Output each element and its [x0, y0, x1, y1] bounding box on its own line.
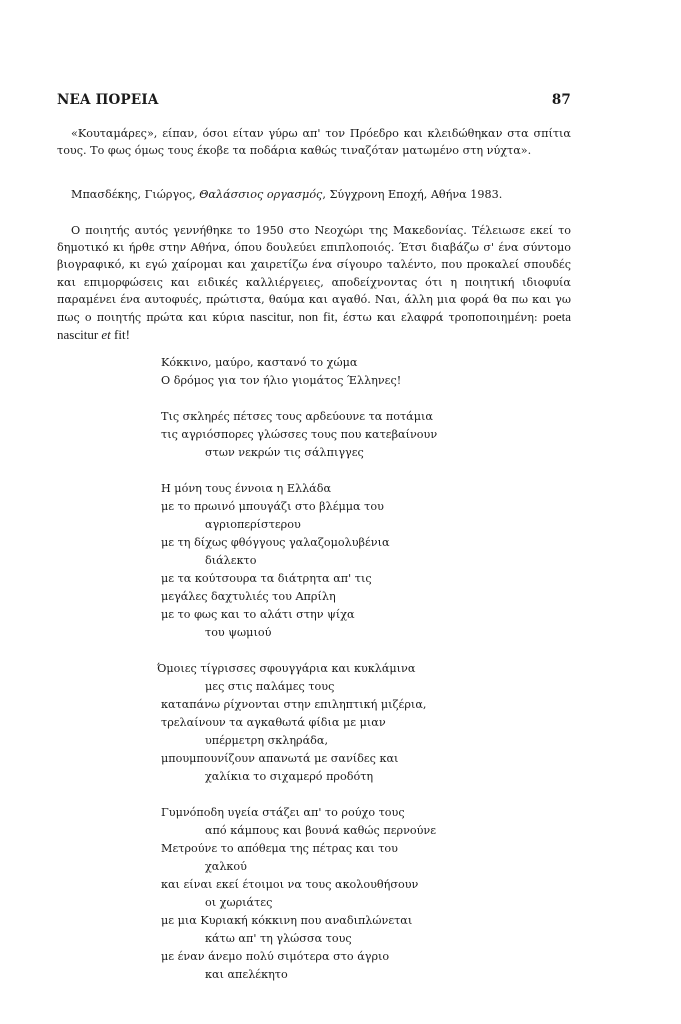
- poem-stanza: [157, 660, 561, 786]
- poem-line: χαλκού: [205, 860, 247, 873]
- poem-line: μεγάλες δαχτυλιές του Απρίλη: [161, 590, 336, 603]
- poem-stanza: [161, 408, 561, 462]
- poem-excerpt: [157, 354, 561, 1002]
- page-header: [57, 92, 571, 108]
- poem-line: Τις σκληρές πέτσες τους αρδεύουνε τα ποτάμια: [161, 410, 433, 423]
- poem-line: από κάμπους και βουνά καθώς περνούνε: [205, 824, 437, 837]
- poem-line: τις αγριόσπορες γλώσσες τους που κατεβαίνουν: [161, 428, 438, 441]
- poem-line: με τα κούτσουρα τα διάτρητα απ' τις: [161, 572, 372, 585]
- poem-line: με το φως και το αλάτι στην ψίχα: [161, 608, 355, 621]
- poem-line: Η μόνη τους έννοια η Ελλάδα: [161, 482, 332, 495]
- poem-line: Όμοιες τίγρισσες σφουγγάρια και κυκλάμινα: [157, 662, 416, 675]
- poem-stanza: [161, 480, 561, 642]
- poem-line: Μετρούνε το απόθεμα της πέτρας και του: [161, 842, 398, 855]
- poem-line: με τη δίχως φθόγγους γαλαζομολυβένια: [161, 536, 390, 549]
- book-title: Θαλάσσιος οργασμός: [199, 188, 323, 201]
- book-publication: , Σύγχρονη Εποχή, Αθήνα 1983.: [322, 188, 503, 201]
- poem-line: υπέρμετρη σκληράδα,: [205, 734, 329, 747]
- latin-et: et: [101, 327, 111, 343]
- journal-title: ΝΕΑ ΠΟΡΕΙΑ: [57, 92, 159, 108]
- page-number: 87: [551, 92, 571, 108]
- review-paragraph: [57, 222, 571, 344]
- bibliography-line: [57, 186, 571, 203]
- poem-line: κάτω απ' τη γλώσσα τους: [205, 932, 352, 945]
- poem-line: αγριοπερίστερου: [205, 518, 301, 531]
- poem-line: Ο δρόμος για τον ήλιο γιομάτος Έλληνες!: [161, 374, 402, 387]
- bibliography-entry: [57, 186, 571, 203]
- latin-phrase-3: fit!: [110, 327, 130, 343]
- poem-line: τρελαίνουν τα αγκαθωτά φίδια με μιαν: [161, 716, 386, 729]
- poem-line: στων νεκρών τις σάλπιγγες: [205, 446, 364, 459]
- poem-line: Κόκκινο, μαύρο, καστανό το χώμα: [161, 356, 358, 369]
- poem-line: μες στις παλάμες τους: [205, 680, 335, 693]
- quote-block: [57, 125, 571, 159]
- quote-paragraph: «Κουταμάρες», είπαν, όσοι είταν γύρω απ' τον Πρόεδρο και κλειδώθηκαν στα σπίτια τους. Το φως όμως τους έκοβε τα ποδάρια καθώς τιναζόταν ματωμένο στη νύχτα».: [57, 127, 571, 158]
- poem-line: χαλίκια το σιχαμερό προδότη: [205, 770, 374, 783]
- review-text-2: έστω και ελαφρά τροποποιημένη:: [337, 311, 543, 325]
- poem-line: Γυμνόποδη υγεία στάζει απ' το ρούχο τους: [161, 806, 405, 819]
- poem-line: και απελέκητο: [205, 968, 288, 981]
- latin-phrase-2: poeta nascitur: [57, 309, 571, 343]
- poem-line: καταπάνω ρίχνονται στην επιληπτική μιζέρια,: [161, 698, 427, 711]
- poem-line: διάλεκτο: [205, 554, 257, 567]
- poem-line: με μια Κυριακή κόκκινη που αναδιπλώνεται: [161, 914, 413, 927]
- poem-line: του ψωμιού: [205, 626, 272, 639]
- review-block: [57, 222, 571, 344]
- poem-line: και είναι εκεί έτοιμοι να τους ακολουθήσουν: [161, 878, 419, 891]
- latin-phrase-1: nascitur, non fit,: [249, 309, 338, 325]
- poem-line: με το πρωινό μπουγάζι στο βλέμμα του: [161, 500, 384, 513]
- poem-line: μπουμπουνίζουν απανωτά με σανίδες και: [161, 752, 399, 765]
- poem-line: με έναν άνεμο πολύ σιμότερα στο άγριο: [161, 950, 390, 963]
- review-text: Ο ποιητής αυτός γεννήθηκε το 1950 στο Νεοχώρι της Μακεδονίας. Τέλειωσε εκεί το δημοτικό κι ήρθε στην Αθήνα, όπου δουλεύει επιπλοποιός. Έτσι διαβάζω σ' ένα σύντομο βιογραφικό, κι εγώ χαίρομαι και χαιρετίζω ένα σίγουρο ταλέντο, που προκαλεί σπουδές και επιμορφώσεις και ειδικές καλλιέργειες, αποδείχνοντας ότι η ποιητική ιδιοφυία παραμένει ένα αυτοφυές, πρώτιστα, θαύμα και αγαθό. Ναι, άλλη μια φορά θα πω και γω πως ο ποιητής πρώτα και κύρια: [57, 224, 571, 325]
- poem-stanza: [161, 804, 561, 984]
- poem-line: οι χωριάτες: [205, 896, 273, 909]
- poem-stanza: [161, 354, 561, 390]
- book-author: Μπασδέκης, Γιώργος,: [71, 188, 200, 201]
